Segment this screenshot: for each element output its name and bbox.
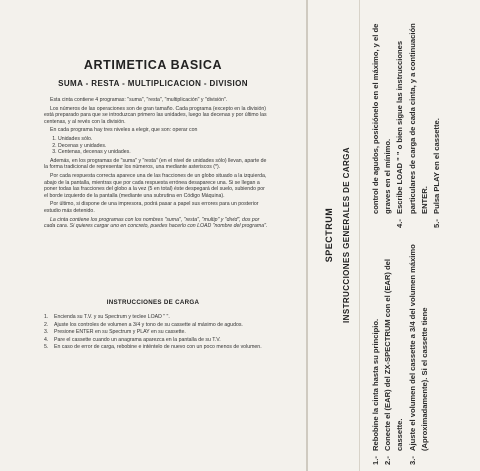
paragraph-italic: La cinta contiene los programas con los nombres "suma", "resta", "multip" y "divid", dos por cada cara. Si quieres cargar uno en concreto, puedes hacerlo con LOAD "nombre del programa".	[44, 216, 268, 230]
paragraph: Por último, si dispone de una impresora, podrá pasar a papel sus errores para un posterior estudio más detenido.	[44, 201, 259, 214]
spectrum-title: SPECTRUM	[324, 207, 334, 263]
page-subtitle: SUMA - RESTA - MULTIPLICACION - DIVISION	[58, 79, 248, 88]
list-item: 2. Decenas y unidades.	[58, 143, 270, 150]
load-instructions-title: INSTRUCCIONES DE CARGA	[106, 299, 200, 306]
paragraph: Por cada respuesta correcta aparece una de las fracciones de un globo situado a la izquierda, abajo de la pantalla, mientras que por cada respuesta errónea desaparece una. Si se llegan a poner todas las fracciones del globo a la vez (5 en total) éste despegará del suelo, subiendo por el borde izquierdo de la pantalla (mediante una subrutina en Código Máquina).	[44, 172, 267, 199]
list-item: 3. Presione ENTER en su Spectrum y PLAY en su cassette.	[44, 329, 186, 336]
paragraph: Esta cinta contiene 4 programas: "suma", "resta", "multiplicación" y "división".	[50, 97, 228, 103]
levels-list	[44, 136, 270, 156]
paragraph: Además, en los programas de "suma" y "resta" (en el nivel de unidades sólo) llevan, aparte de la forma tradicional de representar los números, una mediante asteriscos (*).	[44, 157, 267, 171]
general-load-title: INSTRUCCIONES GENERALES DE CARGA	[342, 147, 351, 323]
column-1	[370, 242, 443, 465]
column-2	[370, 5, 443, 228]
paragraph: Los números de las operaciones son de gran tamaño. Cada programa (excepto en la división) está preparado para que se introduzcan primero las unidades, luego las decenas y por último las centenas, y al revés con la división.	[44, 105, 267, 125]
rotated-instructions	[320, 5, 470, 465]
list-item: 3. Centenas, decenas y unidades.	[58, 149, 270, 156]
list-item: 5.- Pulsa PLAY en el cassette.	[432, 118, 442, 228]
list-item: 2.- Conecte el (EAR) del ZX-SPECTRUM con el (EAR) del cassette.	[383, 259, 405, 465]
load-steps-list	[44, 314, 270, 352]
list-item: 4.- Escribe LOAD " " o bien sigue las instrucciones particulares de carga de cada cinta, y a continuación ENTER.	[395, 23, 429, 228]
list-item: 2. Ajuste los controles de volumen a 3/4 y tono de su cassette al máximo de agudos.	[44, 321, 243, 328]
paragraph: En cada programa hay tres niveles a elegir, que son: operar con	[50, 127, 198, 134]
instructions-columns	[370, 5, 443, 465]
list-item: 1.- Rebobine la cinta hasta su principio.	[371, 318, 380, 465]
list-item: 3.- Ajuste el volumen del cassette a 3/4 del volumen máximo (Aproximadamente). Si el cassette tiene	[407, 244, 429, 465]
description-body	[44, 97, 270, 232]
list-item: 1. Unidades sólo.	[58, 136, 270, 143]
page-title: ARTIMETICA BASICA	[83, 58, 223, 72]
list-item: control de agudos, posiciónelo en el máximo, y el de graves en el mínimo.	[371, 23, 393, 214]
list-item: 5. En caso de error de carga, rebobine e inténtelo de nuevo con un poco menos de volumen.	[44, 344, 262, 351]
list-item: 1. Encienda su T.V. y su Spectrum y teclee LOAD " ".	[44, 314, 170, 320]
list-item: 4. Pare el cassette cuando un anagrama aparezca en la pantalla de su T.V.	[44, 336, 221, 343]
